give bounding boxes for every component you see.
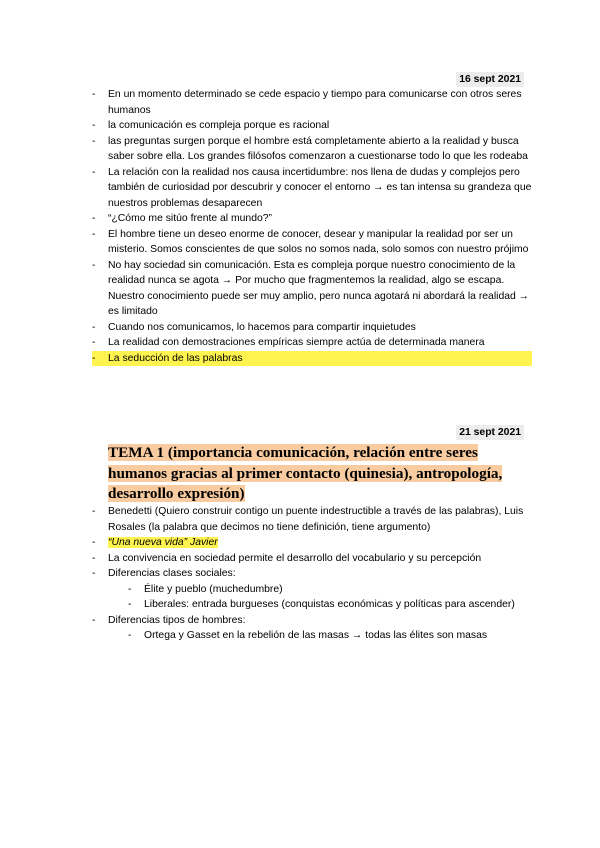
title-text: TEMA 1 (importancia comunicación, relación entre seres humanos gracias al primer contacto (quinesia), antropología, desarrollo expresión) (108, 444, 503, 502)
section-title (108, 443, 528, 505)
list-item: - las preguntas surgen porque el hombre está completamente abierto a la realidad y busca saber sobre ella. Los grandes filósofos comenzaron a cuestionarse todo lo que les rodeaba (92, 134, 532, 165)
list-item: - La convivencia en sociedad permite el desarrollo del vocabulario y su percepción (92, 551, 532, 567)
list-item: - No hay sociedad sin comunicación. Esta es compleja porque nuestro conocimiento de la realidad nunca se agota → Por mucho que fragmentemos la realidad, algo se escapa. Nuestro conocimiento puede ser muy amplio, pero nunca agotará ni abordará la realidad → es limitado (92, 258, 532, 320)
list-item: - la comunicación es compleja porque es racional (92, 118, 532, 134)
sub-list-item: - Élite y pueblo (muchedumbre) (92, 582, 532, 598)
list-item: - La realidad con demostraciones empíricas siempre actúa de determinada manera (92, 335, 532, 351)
sub-list-item: - Liberales: entrada burgueses (conquistas económicas y políticas para ascender) (92, 597, 532, 613)
notes-list-2 (92, 504, 532, 644)
list-item: - Cuando nos comunicamos, lo hacemos para compartir inquietudes (92, 320, 532, 336)
date-label-1: 16 sept 2021 (456, 72, 524, 87)
list-item: - El hombre tiene un deseo enorme de conocer, desear y manipular la realidad por ser un misterio. Somos conscientes de que solos no somos nada, solo somos con nuestro prójimo (92, 227, 532, 258)
date-label-2: 21 sept 2021 (456, 425, 524, 440)
highlighted-list-item (92, 535, 532, 551)
list-item: - “¿Cómo me sitúo frente al mundo?” (92, 211, 532, 227)
quote-text: “Una nueva vida” Javier (108, 537, 218, 548)
highlighted-list-item: - La seducción de las palabras (92, 351, 532, 367)
list-item: - Diferencias clases sociales: (92, 566, 532, 582)
list-item: - En un momento determinado se cede espacio y tiempo para comunicarse con otros seres humanos (92, 87, 532, 118)
list-item: - La relación con la realidad nos causa incertidumbre: nos llena de dudas y complejos pero también de curiosidad por descubrir y conocer el entorno → es tan intensa su grandeza que nuestros problemas desaparecen (92, 165, 532, 212)
list-item: - Diferencias tipos de hombres: (92, 613, 532, 629)
sub-list-item: - Ortega y Gasset en la rebelión de las masas → todas las élites son masas (92, 628, 532, 644)
list-item: - Benedetti (Quiero construir contigo un puente indestructible a través de las palabras), Luis Rosales (la palabra que decimos no tiene definición, tiene argumento) (92, 504, 532, 535)
notes-list-1 (92, 87, 532, 366)
